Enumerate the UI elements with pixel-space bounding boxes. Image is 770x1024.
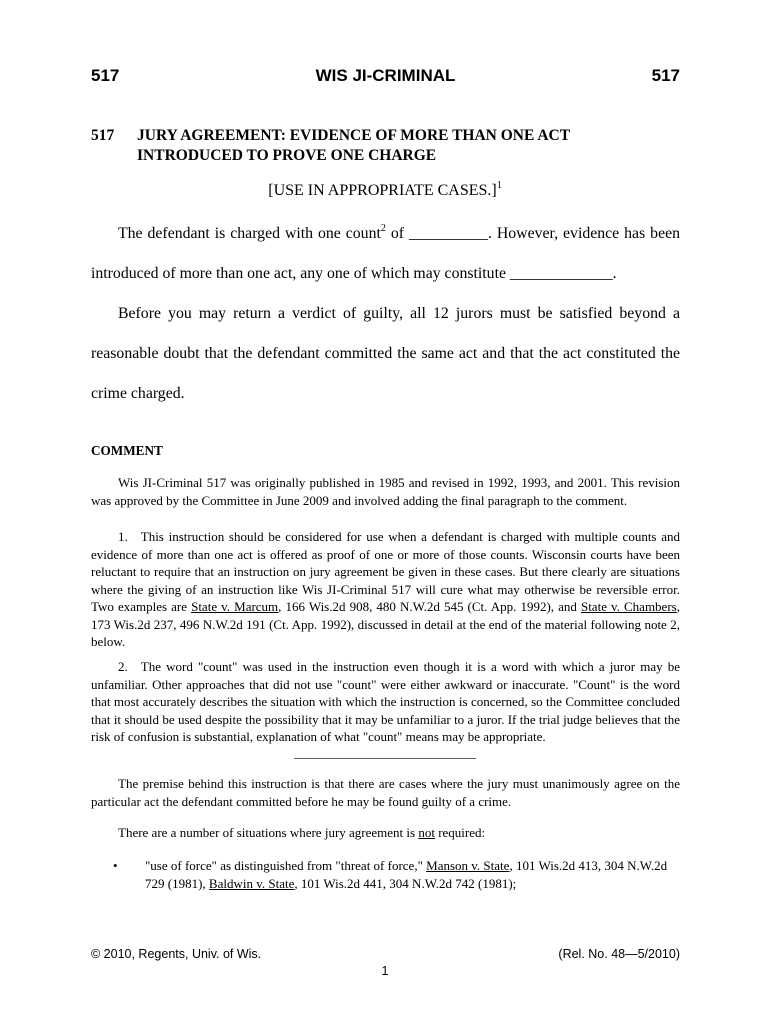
use-note-text: [USE IN APPROPRIATE CASES.] (268, 182, 497, 199)
case-citation-manson: Manson v. State (426, 858, 510, 873)
instruction-paragraph-1 (91, 214, 680, 294)
instruction-title-text (137, 126, 657, 166)
comment-history (91, 474, 680, 509)
note1-text-a: 1. This instruction should be considered for use when a defendant is charged with multiple counts and evidence of more than one act is offered as proof of one or more of those counts. Wisconsin courts have been reluctant to require that an instruction on jury agreement be given in these cases. But there clearly are situations where the giving of an instruction like Wis JI-Criminal 517 will cure what may otherwise be reversible error. Two examples are (91, 529, 680, 614)
comment-note-1 (91, 528, 680, 651)
case-citation-baldwin: Baldwin v. State (208, 875, 295, 891)
separator-rule: ____________________________ (294, 745, 476, 760)
premise-text: The premise behind this instruction is that there are cases where the jury must unanimously agree on the particular act the defendant committed before he may be found guilty of a crime. (91, 776, 680, 809)
bullet-text-c: , 101 Wis.2d 441, 304 N.W.2d 742 (1981); (294, 875, 517, 891)
comment-premise (91, 775, 680, 810)
header-title: WIS JI-CRIMINAL (315, 66, 456, 85)
use-note (0, 179, 770, 200)
note1-text-b: , 166 Wis.2d 908, 480 N.W.2d 545 (Ct. App. 1992), and (278, 599, 581, 614)
emphasis-not: not (418, 825, 435, 840)
title-line-2: INTRODUCED TO PROVE ONE CHARGE (137, 147, 437, 164)
header-right-number: 517 (651, 66, 680, 85)
case-citation-chambers: State v. Chambers (580, 599, 677, 614)
comment-situations (91, 824, 680, 842)
running-header (91, 66, 680, 92)
situations-text-b: required: (434, 825, 486, 840)
situations-text-a: There are a number of situations where jury agreement is (118, 825, 419, 840)
title-line-1: JURY AGREEMENT: EVIDENCE OF MORE THAN ONE ACT (137, 127, 571, 144)
case-citation-marcum: State v. Marcum (191, 599, 279, 614)
comment-note-2 (91, 658, 680, 746)
footnote-ref-1: 1 (496, 179, 502, 191)
bullet-text-b: , 101 Wis.2d 413, 304 N.W.2d 729 (1981), (145, 858, 668, 891)
header-left-number: 517 (91, 66, 120, 85)
note2-text: 2. The word "count" was used in the instruction even though it is a word with which a juror may be unfamiliar. Other approaches that did not use "count" were either awkward or inaccurate. "Count" is the word that most accurately describes the situation with which the instruction is concerned, so the Committee concluded that it should be used despite the possibility that it may be unfamiliar to a juror. If the trial judge believes that the risk of confusion is substantial, explanation of what "count" means may be appropriate. (91, 659, 680, 744)
copyright-text: © 2010, Regents, Univ. of Wis. (91, 947, 262, 961)
note1-text-c: , 173 Wis.2d 237, 496 N.W.2d 191 (Ct. App. 1992), discussed in detail at the end of the material following note 2, below. (91, 599, 680, 649)
bullet-text-a: "use of force" as distinguished from "threat of force," (145, 858, 427, 873)
instruction-paragraph-2: Before you may return a verdict of guilty, all 12 jurors must be satisfied beyond a reasonable doubt that the defendant committed the same act and that the act constituted the crime charged. (91, 305, 680, 402)
release-number: (Rel. No. 48—5/2010) (558, 947, 680, 961)
bullet-icon: • (113, 858, 118, 873)
footnote-ref-2: 2 (380, 222, 386, 234)
instruction-number: 517 (91, 127, 115, 144)
p1-text-b: of __________. However, evidence has been introduced of more than one act, any one of which may constitute _____________. (91, 225, 680, 282)
comment-heading: COMMENT (91, 443, 163, 458)
page-number: 1 (381, 964, 389, 978)
p1-text-a: The defendant is charged with one count (118, 225, 381, 242)
comment-history-text: Wis JI-Criminal 517 was originally published in 1985 and revised in 1992, 1993, and 2001. This revision was approved by the Committee in June 2009 and involved adding the final paragraph to the comment. (91, 475, 680, 508)
